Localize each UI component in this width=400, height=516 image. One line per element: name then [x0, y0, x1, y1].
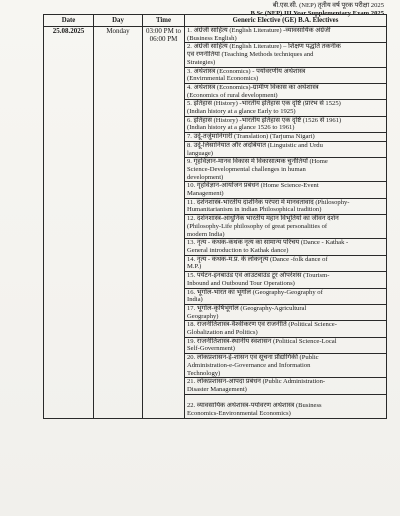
column-header-day: Day — [94, 15, 143, 27]
subject-line: Administration-e-Governance and Information — [187, 361, 311, 369]
subject-line: Globalization and Politics) — [187, 329, 258, 337]
table-header-row — [44, 15, 387, 27]
subject-line: Humanitarianism in indian Philosophical tradition) — [187, 206, 322, 214]
subject-line: 9. गृहविज्ञान-मानव विकास में विकासात्मक चुनौतियाँ (Home — [187, 158, 328, 166]
subject-cell — [185, 288, 387, 304]
subject-cell — [185, 378, 387, 394]
table-row — [44, 27, 387, 43]
subject-cell — [185, 239, 387, 255]
subject-line — [187, 395, 384, 403]
subject-line: 2. अंग्रेजी साहित्य (English Literature) – शिक्षण पद्धति तकनीक — [187, 43, 341, 51]
subject-cell — [185, 255, 387, 271]
subject-cell — [185, 304, 387, 320]
subject-cell — [185, 354, 387, 378]
subject-line: एवं रणनीतियां (Teaching Methods techniques and — [187, 51, 314, 59]
subject-line: Economics-Environmental Economics) — [187, 410, 291, 418]
subject-line: India) — [187, 296, 203, 304]
subject-line: development) — [187, 173, 224, 181]
subject-line: 11. दर्शनशास्त्र-भारतीय दार्शनिक परंपरा में मानवतावाद (Philosophy- — [187, 198, 350, 206]
subject-line: Technology) — [187, 369, 221, 377]
subject-line: 14. नृत्य - कथक-म.प्र. के लोकनृत्य (Dance -folk dance of — [187, 255, 328, 263]
subject-line: 10. गृहविज्ञान-आयोजन प्रबंधन (Home Science-Event — [187, 182, 319, 190]
subject-line: Inbound and Outbound Tour Operations) — [187, 279, 295, 287]
subject-cell — [185, 182, 387, 198]
subject-line: (Envirnmental Economics) — [187, 75, 259, 83]
subject-line: Geography) — [187, 312, 219, 320]
exam-date: 25.08.2025 — [44, 27, 94, 419]
subject-cell — [185, 83, 387, 99]
subject-line: (Indian history at a glance Early to 1925) — [187, 108, 296, 116]
subject-line: 18. राजनीतिशास्त्र-वैश्वीकरण एवं राजनीति (Political Science- — [187, 321, 337, 329]
column-header-time: Time — [143, 15, 185, 27]
subject-line: 12. दर्शनशास्त्र-आधुनिक भारतीय महान विभूतियों का जीवन दर्शन — [187, 215, 339, 223]
subject-line: 13. नृत्य - कथक-कथक नृत्य का सामान्य परिचय (Dance - Kathak - — [187, 239, 349, 247]
subject-cell — [185, 215, 387, 239]
header-title-hindi: बी.एस.सी. (NEP) तृतीय वर्ष पूरक परीक्षा 2025 — [272, 2, 384, 9]
column-header-generic-elective: Generic Elective (GE) B.A. Electives — [185, 15, 387, 27]
subject-line: Self-Government) — [187, 345, 235, 353]
subject-line: 3. अर्थशास्त्र (Economics) - पर्यावरणीय अर्थशास्त्र — [187, 67, 306, 75]
subject-line: Science-Developmental challenges in human — [187, 165, 306, 173]
subject-line: M.P.) — [187, 263, 202, 271]
subject-cell — [185, 100, 387, 116]
subject-line: 19. राजनीतिशास्त्र-स्थानीय स्वशासन (Political Science-Local — [187, 337, 337, 345]
subject-cell — [185, 321, 387, 337]
exam-time-end: 06:00 PM — [149, 35, 178, 43]
subject-line: General introduction to Kathak dance) — [187, 246, 289, 254]
subject-cell — [185, 272, 387, 288]
subject-line: Management) — [187, 190, 224, 198]
subject-cell — [185, 27, 387, 43]
subject-cell — [185, 133, 387, 142]
exam-day: Monday — [94, 27, 143, 419]
subject-line: 4. अर्थशास्त्र (Economics)-ग्रामीण विकास का अर्थशास्त्र — [187, 83, 319, 91]
subject-line: (Indian history at a glance 1526 to 1961) — [187, 124, 295, 132]
subject-cell — [185, 158, 387, 182]
subject-line: language) — [187, 149, 213, 157]
subject-line: 22. व्यावसायिक अर्थशास्त्र-पर्यावरण अर्थशास्त्र (Business — [187, 402, 322, 410]
subject-line: 7. उर्दू-तर्जुमानिगारी (Translation) (Tarjuma Nigari) — [187, 133, 315, 141]
subject-line: 15. पर्यटन-इनबाउंड एवं आउटबाउंड टूर ऑपरेशंस (Tourism- — [187, 272, 330, 280]
subject-line: 21. लोकप्रशासन-आपदा प्रबंधन (Public Administration- — [187, 378, 326, 386]
subject-cell — [185, 141, 387, 157]
subject-line: Strategies) — [187, 58, 216, 66]
column-header-date: Date — [44, 15, 94, 27]
schedule-table — [43, 14, 387, 419]
subject-cell — [185, 337, 387, 353]
subject-line: 6. इतिहास (History) -भारतीय इतिहास एक दृष्टि (1526 से 1961) — [187, 116, 342, 124]
subject-line: (Economics of rural development) — [187, 91, 278, 99]
subject-line: (Philosophy-Life philosophy of great personalities of — [187, 222, 328, 230]
subject-cell — [185, 43, 387, 67]
subject-cell — [185, 394, 387, 418]
subject-cell — [185, 198, 387, 214]
subject-line: 5. इतिहास (History) -भारतीय इतिहास एक दृष्टि (प्रारंभ से 1525) — [187, 100, 341, 108]
exam-time-start: 03:00 PM to — [145, 27, 181, 35]
subject-line: 17. भूगोल-कृषिभूगोल (Geography-Agricultural — [187, 304, 307, 312]
subject-line: Disaster Management) — [187, 385, 247, 393]
subject-line: (Business English) — [187, 34, 237, 42]
subject-cell — [185, 67, 387, 83]
subject-line: 16. भूगोल-भारत का भूगोल (Geography-Geography of — [187, 288, 323, 296]
exam-time — [143, 27, 185, 419]
subject-cell — [185, 116, 387, 132]
subject-line: 20. लोकप्रशासन-ई-शासन एवं सूचना प्रौद्योगिकी (Public — [187, 354, 319, 362]
subject-line: 8. उर्दू-लिसानियात और अदबियात (Linguistic and Urdu — [187, 141, 323, 149]
subject-line: modern India) — [187, 230, 225, 238]
subject-line: 1. अंग्रेजी साहित्य (English Literature) -व्यावसायिक अंग्रेजी — [187, 27, 331, 34]
header-title-english: B.Sc.(NEP) III Year Supplementary Exam 2025 — [250, 10, 384, 17]
